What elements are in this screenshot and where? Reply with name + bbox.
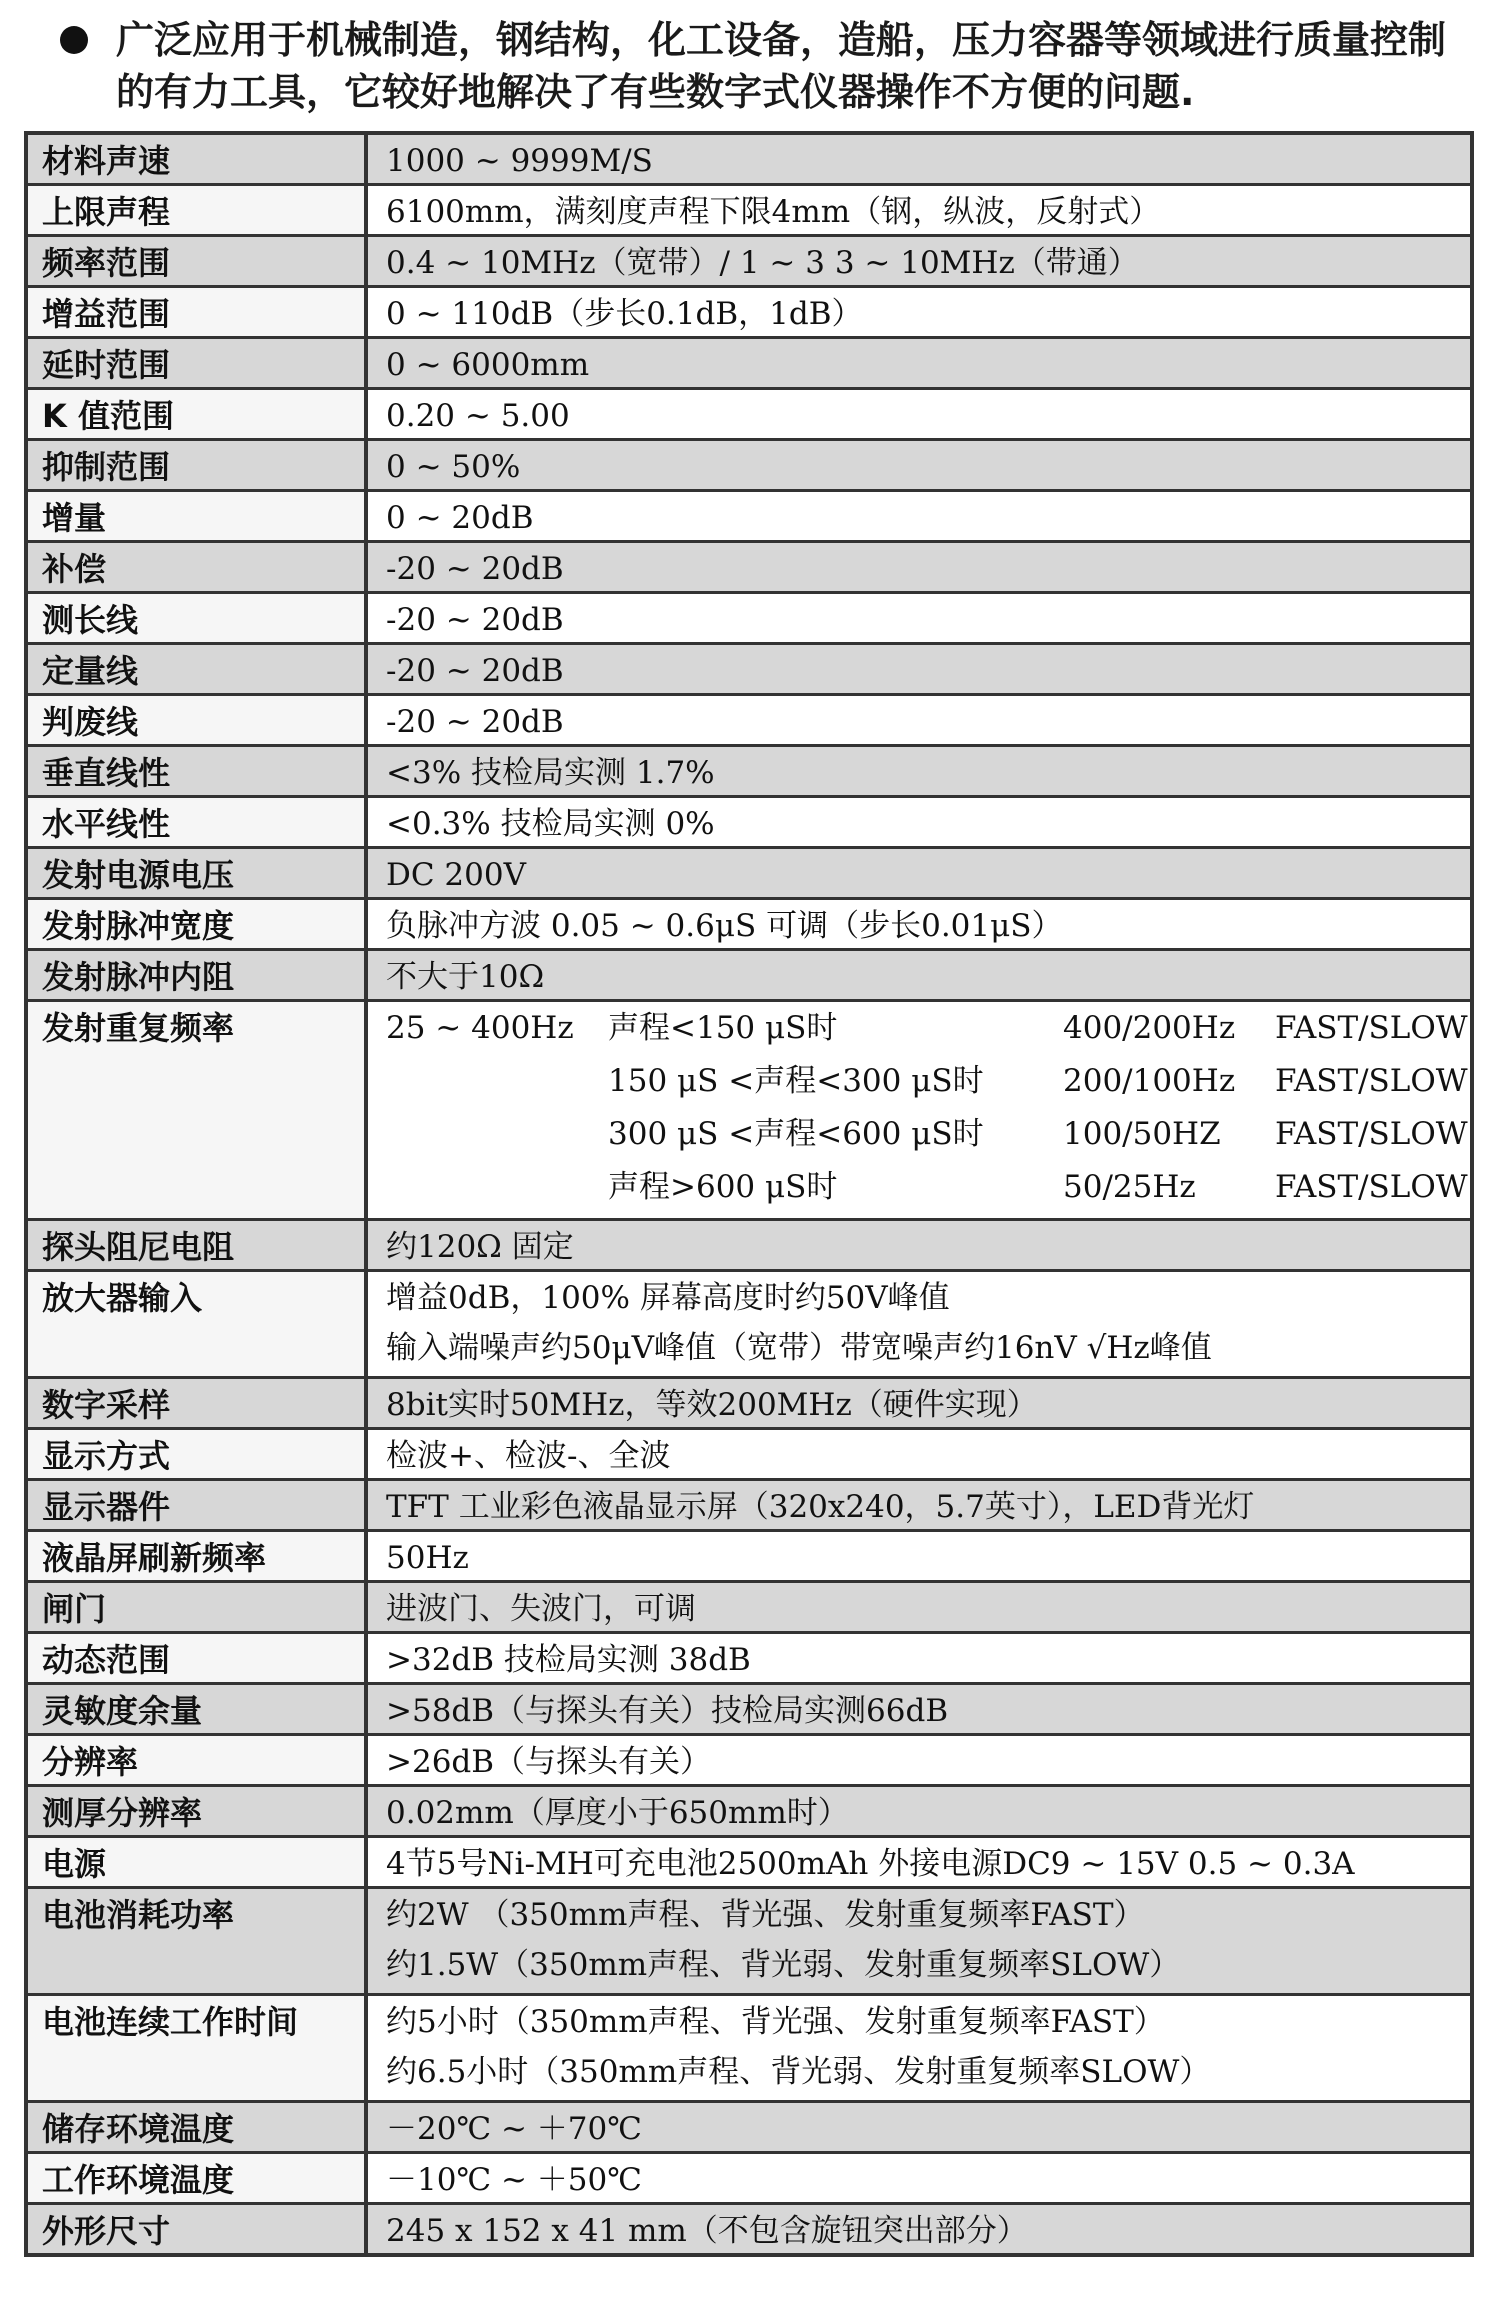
spec-value xyxy=(368,1583,1470,1631)
spec-label: 上限声程 xyxy=(28,186,368,234)
spec-value-line: 50Hz xyxy=(386,1540,469,1576)
spec-label: 分辨率 xyxy=(28,1736,368,1784)
spec-value xyxy=(368,951,1470,999)
spec-row xyxy=(28,1787,1470,1838)
spec-row xyxy=(28,747,1470,798)
spec-label: 增量 xyxy=(28,492,368,540)
spec-row xyxy=(28,1583,1470,1634)
spec-label: 放大器输入 xyxy=(28,1272,368,1376)
spec-value-line: 0 ~ 50% xyxy=(386,449,521,485)
spec-value-line: 进波门、失波门，可调 xyxy=(386,1591,696,1627)
spec-value-line: <0.3% 技检局实测 0% xyxy=(386,806,715,842)
spec-label: 水平线性 xyxy=(28,798,368,846)
spec-value-line: >58dB（与探头有关）技检局实测66dB xyxy=(386,1693,949,1729)
spec-label: 垂直线性 xyxy=(28,747,368,795)
spec-value-line: 检波+、检波-、全波 xyxy=(386,1438,671,1474)
spec-label: 频率范围 xyxy=(28,237,368,285)
repetition-line xyxy=(386,1059,1470,1112)
repetition-line xyxy=(386,1006,1470,1059)
repetition-condition: 声程>600 μS时 xyxy=(608,1169,838,1205)
spec-label: 发射脉冲宽度 xyxy=(28,900,368,948)
spec-value-line: 8bit实时50MHz，等效200MHz（硬件实现） xyxy=(386,1387,1038,1423)
spec-row xyxy=(28,1532,1470,1583)
spec-value-line: 不大于10Ω xyxy=(386,959,545,995)
spec-value xyxy=(368,645,1470,693)
repetition-line xyxy=(386,1165,1470,1218)
spec-label: 显示器件 xyxy=(28,1481,368,1529)
repetition-condition: 300 μS <声程<600 μS时 xyxy=(608,1116,984,1152)
spec-value xyxy=(368,1272,1470,1376)
spec-value-line: 约120Ω 固定 xyxy=(386,1229,574,1265)
spec-row xyxy=(28,2205,1470,2253)
spec-value xyxy=(368,186,1470,234)
spec-row xyxy=(28,1430,1470,1481)
spec-label: 探头阻尼电阻 xyxy=(28,1221,368,1269)
repetition-range: 25 ~ 400Hz xyxy=(386,1010,574,1046)
spec-label: 数字采样 xyxy=(28,1379,368,1427)
spec-value-line: 0 ~ 6000mm xyxy=(386,347,590,383)
spec-value xyxy=(368,543,1470,591)
spec-value xyxy=(368,1634,1470,1682)
repetition-frequency: 400/200Hz xyxy=(1063,1010,1236,1046)
intro-line-2: 的有力工具，它较好地解决了有些数字式仪器操作不方便的问题. xyxy=(116,70,1195,114)
spec-label: 增益范围 xyxy=(28,288,368,336)
spec-label: 动态范围 xyxy=(28,1634,368,1682)
spec-row xyxy=(28,1889,1470,1996)
bullet-icon xyxy=(60,26,88,54)
spec-value xyxy=(368,594,1470,642)
spec-row xyxy=(28,2154,1470,2205)
spec-value xyxy=(368,1002,1470,1218)
repetition-frequency: 200/100Hz xyxy=(1063,1063,1236,1099)
spec-value xyxy=(368,2205,1470,2253)
spec-row xyxy=(28,645,1470,696)
spec-value-line: 245 x 152 x 41 mm（不包含旋钮突出部分） xyxy=(386,2213,1028,2249)
spec-value-line: 约5小时（350mm声程、背光强、发射重复频率FAST） xyxy=(386,2004,1165,2040)
spec-value xyxy=(368,1430,1470,1478)
spec-value xyxy=(368,798,1470,846)
spec-row xyxy=(28,1996,1470,2103)
spec-label: 测长线 xyxy=(28,594,368,642)
spec-row xyxy=(28,1379,1470,1430)
spec-value xyxy=(368,135,1470,183)
spec-row xyxy=(28,1736,1470,1787)
repetition-mode: FAST/SLOW xyxy=(1275,1169,1468,1205)
spec-row xyxy=(28,951,1470,1002)
spec-label: 定量线 xyxy=(28,645,368,693)
spec-row xyxy=(28,441,1470,492)
spec-label: 储存环境温度 xyxy=(28,2103,368,2151)
repetition-mode: FAST/SLOW xyxy=(1275,1010,1468,1046)
spec-value-line: 增益0dB，100% 屏幕高度时约50V峰值 xyxy=(386,1280,950,1316)
spec-row xyxy=(28,1634,1470,1685)
spec-label: 延时范围 xyxy=(28,339,368,387)
repetition-range xyxy=(386,1165,608,1218)
spec-row xyxy=(28,900,1470,951)
spec-row xyxy=(28,1685,1470,1736)
spec-value-line: -20 ~ 20dB xyxy=(386,653,564,689)
spec-value xyxy=(368,1685,1470,1733)
spec-value-line: －10℃ ~ ＋50℃ xyxy=(386,2162,642,2198)
spec-row xyxy=(28,339,1470,390)
spec-row xyxy=(28,492,1470,543)
spec-label: 工作环境温度 xyxy=(28,2154,368,2202)
repetition-condition: 声程<150 μS时 xyxy=(608,1010,838,1046)
spec-value-line: 0.02mm（厚度小于650mm时） xyxy=(386,1795,849,1831)
repetition-mode: FAST/SLOW xyxy=(1275,1063,1468,1099)
spec-table xyxy=(24,131,1474,2257)
spec-value-line: 输入端噪声约50μV峰值（宽带）带宽噪声约16nV √Hz峰值 xyxy=(386,1330,1212,1366)
spec-value-line: TFT 工业彩色液晶显示屏（320x240，5.7英寸），LED背光灯 xyxy=(386,1489,1255,1525)
spec-value-line: -20 ~ 20dB xyxy=(386,704,564,740)
spec-value xyxy=(368,288,1470,336)
spec-value-line: 0 ~ 110dB（步长0.1dB，1dB） xyxy=(386,296,863,332)
repetition-range xyxy=(386,1112,608,1165)
spec-value xyxy=(368,1532,1470,1580)
spec-value-line: DC 200V xyxy=(386,857,526,893)
spec-value xyxy=(368,696,1470,744)
spec-label: 灵敏度余量 xyxy=(28,1685,368,1733)
spec-row xyxy=(28,696,1470,747)
spec-row xyxy=(28,288,1470,339)
spec-row xyxy=(28,135,1470,186)
repetition-line xyxy=(386,1112,1470,1165)
spec-value-line: －20℃ ~ ＋70℃ xyxy=(386,2111,642,2147)
spec-value-line: 约2W （350mm声程、背光强、发射重复频率FAST） xyxy=(386,1897,1145,1933)
spec-label: 发射重复频率 xyxy=(28,1002,368,1218)
spec-label: 显示方式 xyxy=(28,1430,368,1478)
spec-value-line: 约1.5W（350mm声程、背光弱、发射重复频率SLOW） xyxy=(386,1947,1181,1983)
spec-row xyxy=(28,798,1470,849)
intro-paragraph xyxy=(60,14,1460,118)
repetition-frequency: 50/25Hz xyxy=(1063,1169,1196,1205)
spec-label: 液晶屏刷新频率 xyxy=(28,1532,368,1580)
spec-label: 补偿 xyxy=(28,543,368,591)
spec-value-line: 负脉冲方波 0.05 ~ 0.6μS 可调（步长0.01μS） xyxy=(386,908,1063,944)
spec-label: 发射脉冲内阻 xyxy=(28,951,368,999)
spec-value xyxy=(368,1996,1470,2100)
spec-value xyxy=(368,849,1470,897)
spec-value xyxy=(368,1889,1470,1993)
repetition-condition: 150 μS <声程<300 μS时 xyxy=(608,1063,984,1099)
spec-value-line: -20 ~ 20dB xyxy=(386,602,564,638)
spec-row xyxy=(28,1272,1470,1379)
spec-value-line: >26dB（与探头有关） xyxy=(386,1744,712,1780)
spec-value xyxy=(368,1736,1470,1784)
spec-value xyxy=(368,237,1470,285)
spec-label: 外形尺寸 xyxy=(28,2205,368,2253)
spec-row xyxy=(28,237,1470,288)
spec-row xyxy=(28,1838,1470,1889)
spec-value xyxy=(368,441,1470,489)
spec-value xyxy=(368,1379,1470,1427)
spec-value xyxy=(368,339,1470,387)
spec-value xyxy=(368,900,1470,948)
spec-row xyxy=(28,543,1470,594)
spec-value-line: 0.4 ~ 10MHz（宽带）/ 1 ~ 3 3 ~ 10MHz（带通） xyxy=(386,245,1139,281)
spec-row xyxy=(28,1481,1470,1532)
spec-row xyxy=(28,849,1470,900)
spec-value xyxy=(368,2103,1470,2151)
spec-row xyxy=(28,186,1470,237)
spec-value xyxy=(368,1481,1470,1529)
spec-value-line: 0 ~ 20dB xyxy=(386,500,534,536)
spec-label: K 值范围 xyxy=(28,390,368,438)
spec-value xyxy=(368,1838,1470,1886)
spec-row xyxy=(28,390,1470,441)
spec-label: 电源 xyxy=(28,1838,368,1886)
spec-value-line: 6100mm，满刻度声程下限4mm（钢，纵波，反射式） xyxy=(386,194,1161,230)
spec-value xyxy=(368,1787,1470,1835)
spec-value xyxy=(368,747,1470,795)
repetition-mode: FAST/SLOW xyxy=(1275,1116,1468,1152)
spec-label: 判废线 xyxy=(28,696,368,744)
spec-value xyxy=(368,390,1470,438)
repetition-range xyxy=(386,1059,608,1112)
spec-value-line: >32dB 技检局实测 38dB xyxy=(386,1642,751,1678)
spec-value xyxy=(368,1221,1470,1269)
spec-row xyxy=(28,594,1470,645)
spec-value-line: 4节5号Ni-MH可充电池2500mAh 外接电源DC9 ~ 15V 0.5 ~ 0.3A xyxy=(386,1846,1355,1882)
spec-row-repetition xyxy=(28,1002,1470,1221)
spec-label: 闸门 xyxy=(28,1583,368,1631)
spec-value-line: -20 ~ 20dB xyxy=(386,551,564,587)
spec-value-line: 1000 ~ 9999M/S xyxy=(386,143,653,179)
spec-label: 电池连续工作时间 xyxy=(28,1996,368,2100)
spec-value-line: 约6.5小时（350mm声程、背光弱、发射重复频率SLOW） xyxy=(386,2054,1211,2090)
spec-label: 抑制范围 xyxy=(28,441,368,489)
spec-value xyxy=(368,492,1470,540)
spec-row xyxy=(28,2103,1470,2154)
spec-row xyxy=(28,1221,1470,1272)
spec-label: 发射电源电压 xyxy=(28,849,368,897)
spec-label: 测厚分辨率 xyxy=(28,1787,368,1835)
repetition-frequency: 100/50HZ xyxy=(1063,1116,1221,1152)
spec-label: 电池消耗功率 xyxy=(28,1889,368,1993)
spec-value-line: 0.20 ~ 5.00 xyxy=(386,398,570,434)
spec-value xyxy=(368,2154,1470,2202)
spec-value-line: <3% 技检局实测 1.7% xyxy=(386,755,715,791)
spec-label: 材料声速 xyxy=(28,135,368,183)
intro-line-1: 广泛应用于机械制造，钢结构，化工设备，造船，压力容器等领域进行质量控制 xyxy=(116,18,1447,62)
